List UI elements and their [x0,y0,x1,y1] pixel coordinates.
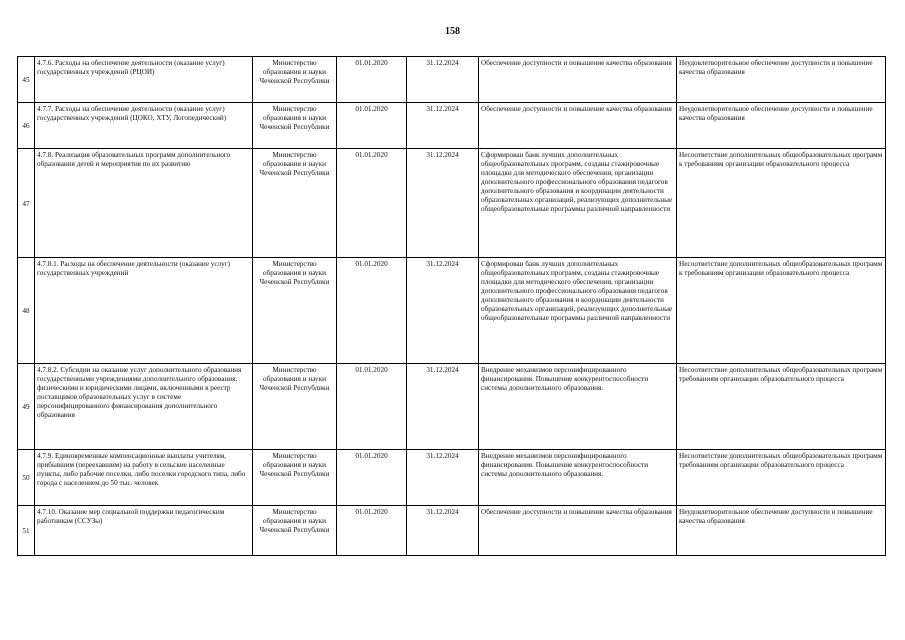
table-row [18,149,886,258]
executor: Министерство образования и науки Чеченской Республики [253,103,337,149]
start-date: 01.01.2020 [337,103,407,149]
start-date: 01.01.2020 [337,450,407,506]
program-table [17,56,886,556]
risk-consequence: Несоответствие дополнительных общеобразовательных программ к требованиям организации образовательного процесса [677,258,886,364]
executor: Министерство образования и науки Чеченской Республики [253,149,337,258]
executor: Министерство образования и науки Чеченской Республики [253,57,337,103]
activity-name: 4.7.10. Оказание мер социальной поддержки педагогическим работникам (ССУЗы) [35,506,253,556]
expected-result: Сформирован банк лучших дополнительных общеобразовательных программ, созданы стажировочные площадки для методического обеспечения, организации дополнительного профессионального образования педагогов дополнительного образования и координации деятельности образовательных организаций, реализующих дополнительные общеобразовательные программы различной направленности [479,149,677,258]
activity-name: 4.7.8.1. Расходы на обеспечение деятельности (оказание услуг) государственных учреждений [35,258,253,364]
start-date: 01.01.2020 [337,57,407,103]
end-date: 31.12.2024 [407,149,479,258]
risk-consequence: Несоответствие дополнительных общеобразовательных программ требованиям организации образовательного процесса [677,364,886,450]
table-row [18,258,886,364]
start-date: 01.01.2020 [337,258,407,364]
page-number: 158 [445,26,460,37]
expected-result: Внедрение механизмов персонифицированного финансирования. Повышение конкурентоспособности системы дополнительного образования. [479,450,677,506]
start-date: 01.01.2020 [337,149,407,258]
risk-consequence: Неудовлетворительное обеспечение доступности и повышение качества образования [677,103,886,149]
executor: Министерство образования и науки Чеченской Республики [253,364,337,450]
start-date: 01.01.2020 [337,364,407,450]
expected-result: Обеспечение доступности и повышение качества образования [479,103,677,149]
table-row [18,506,886,556]
row-number: 46 [18,103,35,149]
row-number: 49 [18,364,35,450]
row-number: 51 [18,506,35,556]
activity-name: 4.7.8.2. Субсидии на оказание услуг дополнительного образования государственными учреждениями дополнительного образования, физическими и юридическими лицами, включенными в реестр поставщиков образовательных услуг в системе персонифицированного финансирования дополнительного образования [35,364,253,450]
end-date: 31.12.2024 [407,103,479,149]
row-number: 48 [18,258,35,364]
executor: Министерство образования и науки Чеченской Республики [253,506,337,556]
end-date: 31.12.2024 [407,258,479,364]
executor: Министерство образования и науки Чеченской Республики [253,258,337,364]
activity-name: 4.7.7. Расходы на обеспечение деятельности (оказание услуг) государственных учреждений (ЦОКО, ХТУ, Логопедический) [35,103,253,149]
end-date: 31.12.2024 [407,450,479,506]
expected-result: Сформирован банк лучших дополнительных общеобразовательных программ, созданы стажировочные площадки для методического обеспечения, организации дополнительного профессионального образования педагогов дополнительного образования и координации деятельности образовательных организаций, реализующих дополнительные общеобразовательные программы различной направленности [479,258,677,364]
expected-result: Внедрение механизмов персонифицированного финансирования. Повышение конкурентоспособности системы дополнительного образования. [479,364,677,450]
activity-name: 4.7.6. Расходы на обеспечение деятельности (оказание услуг) государственных учреждений (РЦОИ) [35,57,253,103]
table-row [18,57,886,103]
executor: Министерство образования и науки Чеченской Республики [253,450,337,506]
activity-name: 4.7.8. Реализация образовательных программ дополнительного образования детей и мероприятия по их развитию [35,149,253,258]
start-date: 01.01.2020 [337,506,407,556]
expected-result: Обеспечение доступности и повышение качества образования [479,506,677,556]
row-number: 45 [18,57,35,103]
expected-result: Обеспечение доступности и повышение качества образования [479,57,677,103]
risk-consequence: Неудовлетворительное обеспечение доступности и повышение качества образования [677,506,886,556]
end-date: 31.12.2024 [407,506,479,556]
table-row [18,364,886,450]
risk-consequence: Несоответствие дополнительных общеобразовательных программ требованиям организации образовательного процесса [677,450,886,506]
risk-consequence: Несоответствие дополнительных общеобразовательных программ к требованиям организации образовательного процесса [677,149,886,258]
table-row [18,103,886,149]
row-number: 47 [18,149,35,258]
table-row [18,450,886,506]
end-date: 31.12.2024 [407,364,479,450]
row-number: 50 [18,450,35,506]
end-date: 31.12.2024 [407,57,479,103]
risk-consequence: Неудовлетворительное обеспечение доступности и повышение качества образования [677,57,886,103]
activity-name: 4.7.9. Единовременные компенсационные выплаты учителям, прибывшим (переехавшим) на работу в сельские населенные пункты, либо рабочие поселки, либо поселки городского типа, либо города с населением до 50 тыс. человек [35,450,253,506]
